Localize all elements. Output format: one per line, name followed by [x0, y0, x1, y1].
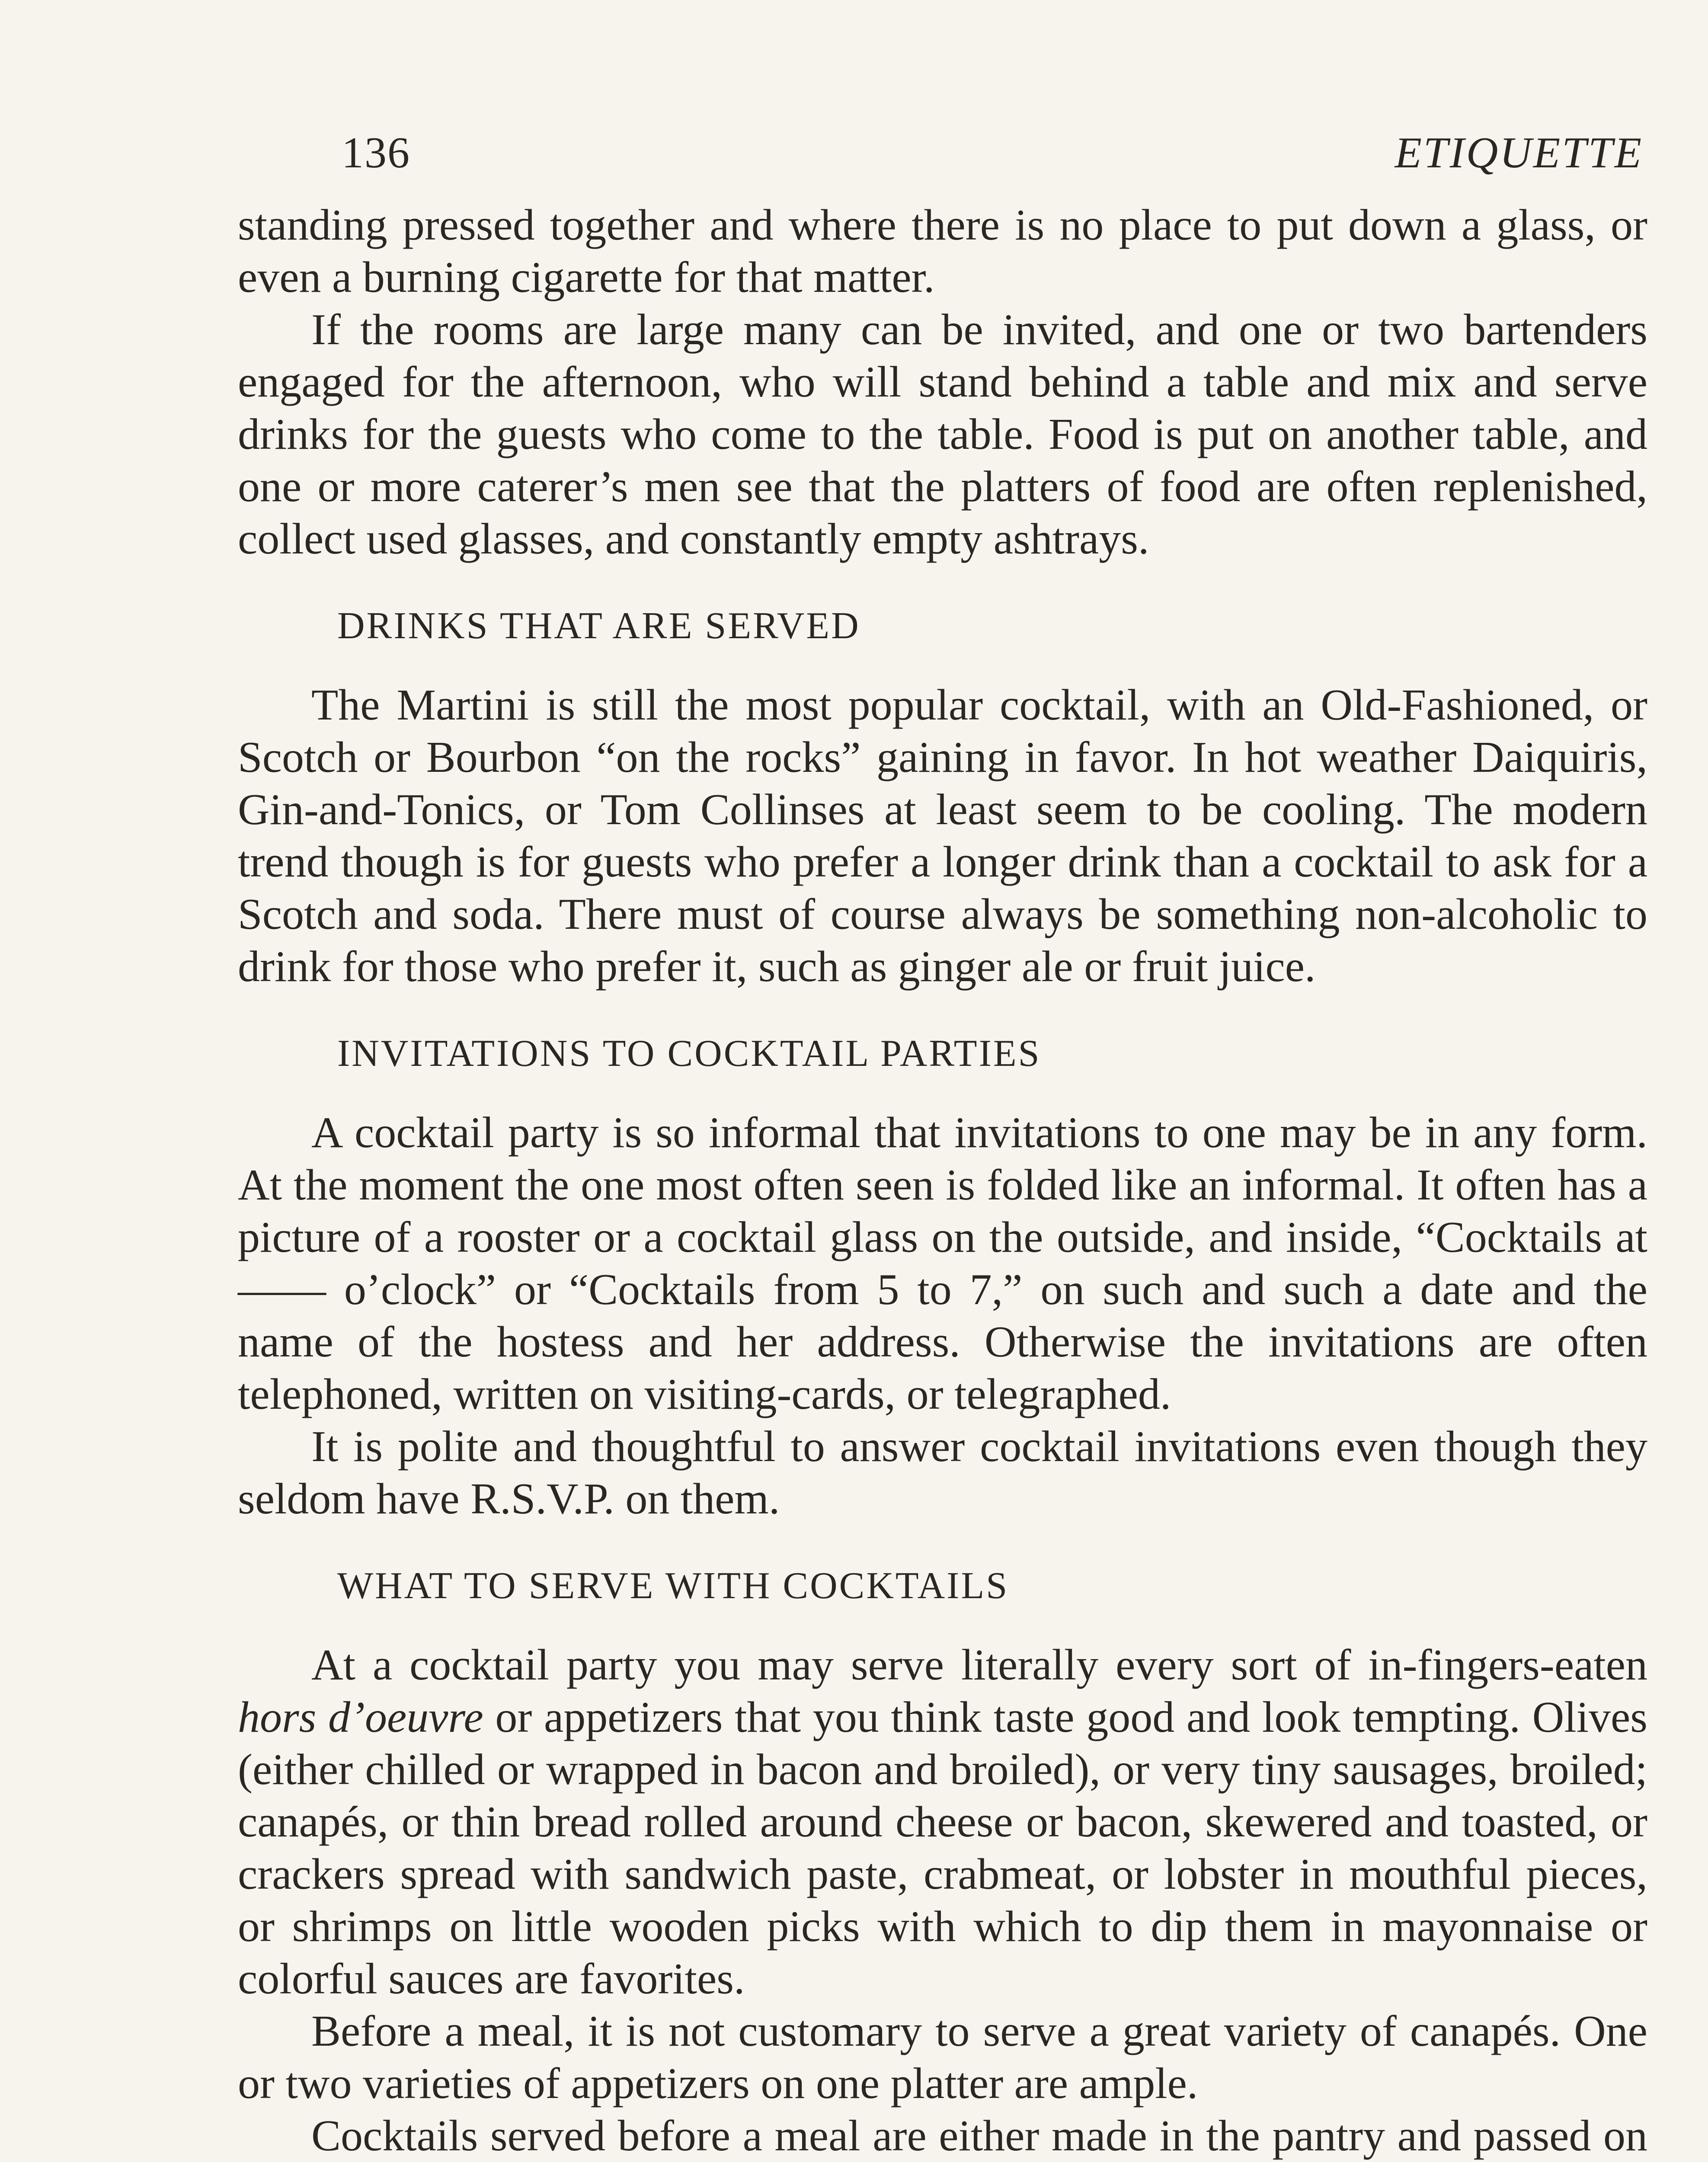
italic-phrase: hors d’oeuvre: [238, 1693, 483, 1742]
page-header: [342, 128, 1643, 192]
section-heading: INVITATIONS TO COCKTAIL PARTIES: [337, 1033, 1041, 1075]
section-heading: WHAT TO SERVE WITH COCKTAILS: [337, 1565, 1009, 1607]
paragraph: Before a meal, it is not customary to serve a great variety of canapés. One or two varieties of appetizers on one platter are ample.: [238, 2007, 1647, 2108]
page-number: 136: [342, 128, 410, 177]
paragraph: standing pressed together and where there is no place to put down a glass, or even a burning cigarette for that matter.: [238, 201, 1647, 302]
body-text: [238, 199, 1647, 2162]
paragraph-hors-doeuvre: At a cocktail party you may serve literally every sort of in-fingers-eaten hors d’oeuvre or appetizers that you think taste good and look tempting. Olives (either chilled or wrapped in bacon and broiled), or very tiny sausages, broiled; canapés, or thin bread rolled around cheese or bacon, skewered and toasted, or crackers spread with sandwich paste, crabmeat, or lobster in mouthful pieces, or shrimps on little wooden picks with which to dip them in mayonnaise or colorful sauces are favorites.: [238, 1641, 1647, 2003]
paragraph: Cocktails served before a meal are either made in the pantry and passed on: [311, 2111, 1647, 2160]
paragraph: It is polite and thoughtful to answer cocktail invitations even though they seldom have R.S.V.P. on them.: [238, 1422, 1647, 1523]
paragraph: If the rooms are large many can be invited, and one or two bartenders engaged for the afternoon, who will stand behind a table and mix and serve drinks for the guests who come to the table. Food is put on another table, and one or more caterer’s men see that the platters of food are often replenished, collect used glasses, and constantly empty ashtrays.: [238, 305, 1647, 563]
paragraph: The Martini is still the most popular cocktail, with an Old-Fashioned, or Scotch or Bourbon “on the rocks” gaining in favor. In hot weather Daiquiris, Gin-and-Tonics, or Tom Collinses at least seem to be cooling. The modern trend though is for guests who prefer a longer drink than a cocktail to ask for a Scotch and soda. There must of course always be something non-alcoholic to drink for those who prefer it, such as ginger ale or fruit juice.: [238, 681, 1647, 991]
section-heading: DRINKS THAT ARE SERVED: [337, 605, 860, 647]
paragraph: A cocktail party is so informal that invitations to one may be in any form. At the moment the one most often seen is folded like an informal. It often has a picture of a rooster or a cocktail glass on the outside, and inside, “Cocktails at —— o’clock” or “Cocktails from 5 to 7,” on such and such a date and the name of the hostess and her address. Otherwise the invitations are often telephoned, written on visiting-cards, or telegraphed.: [238, 1108, 1647, 1419]
running-head: ETIQUETTE: [1395, 128, 1643, 177]
